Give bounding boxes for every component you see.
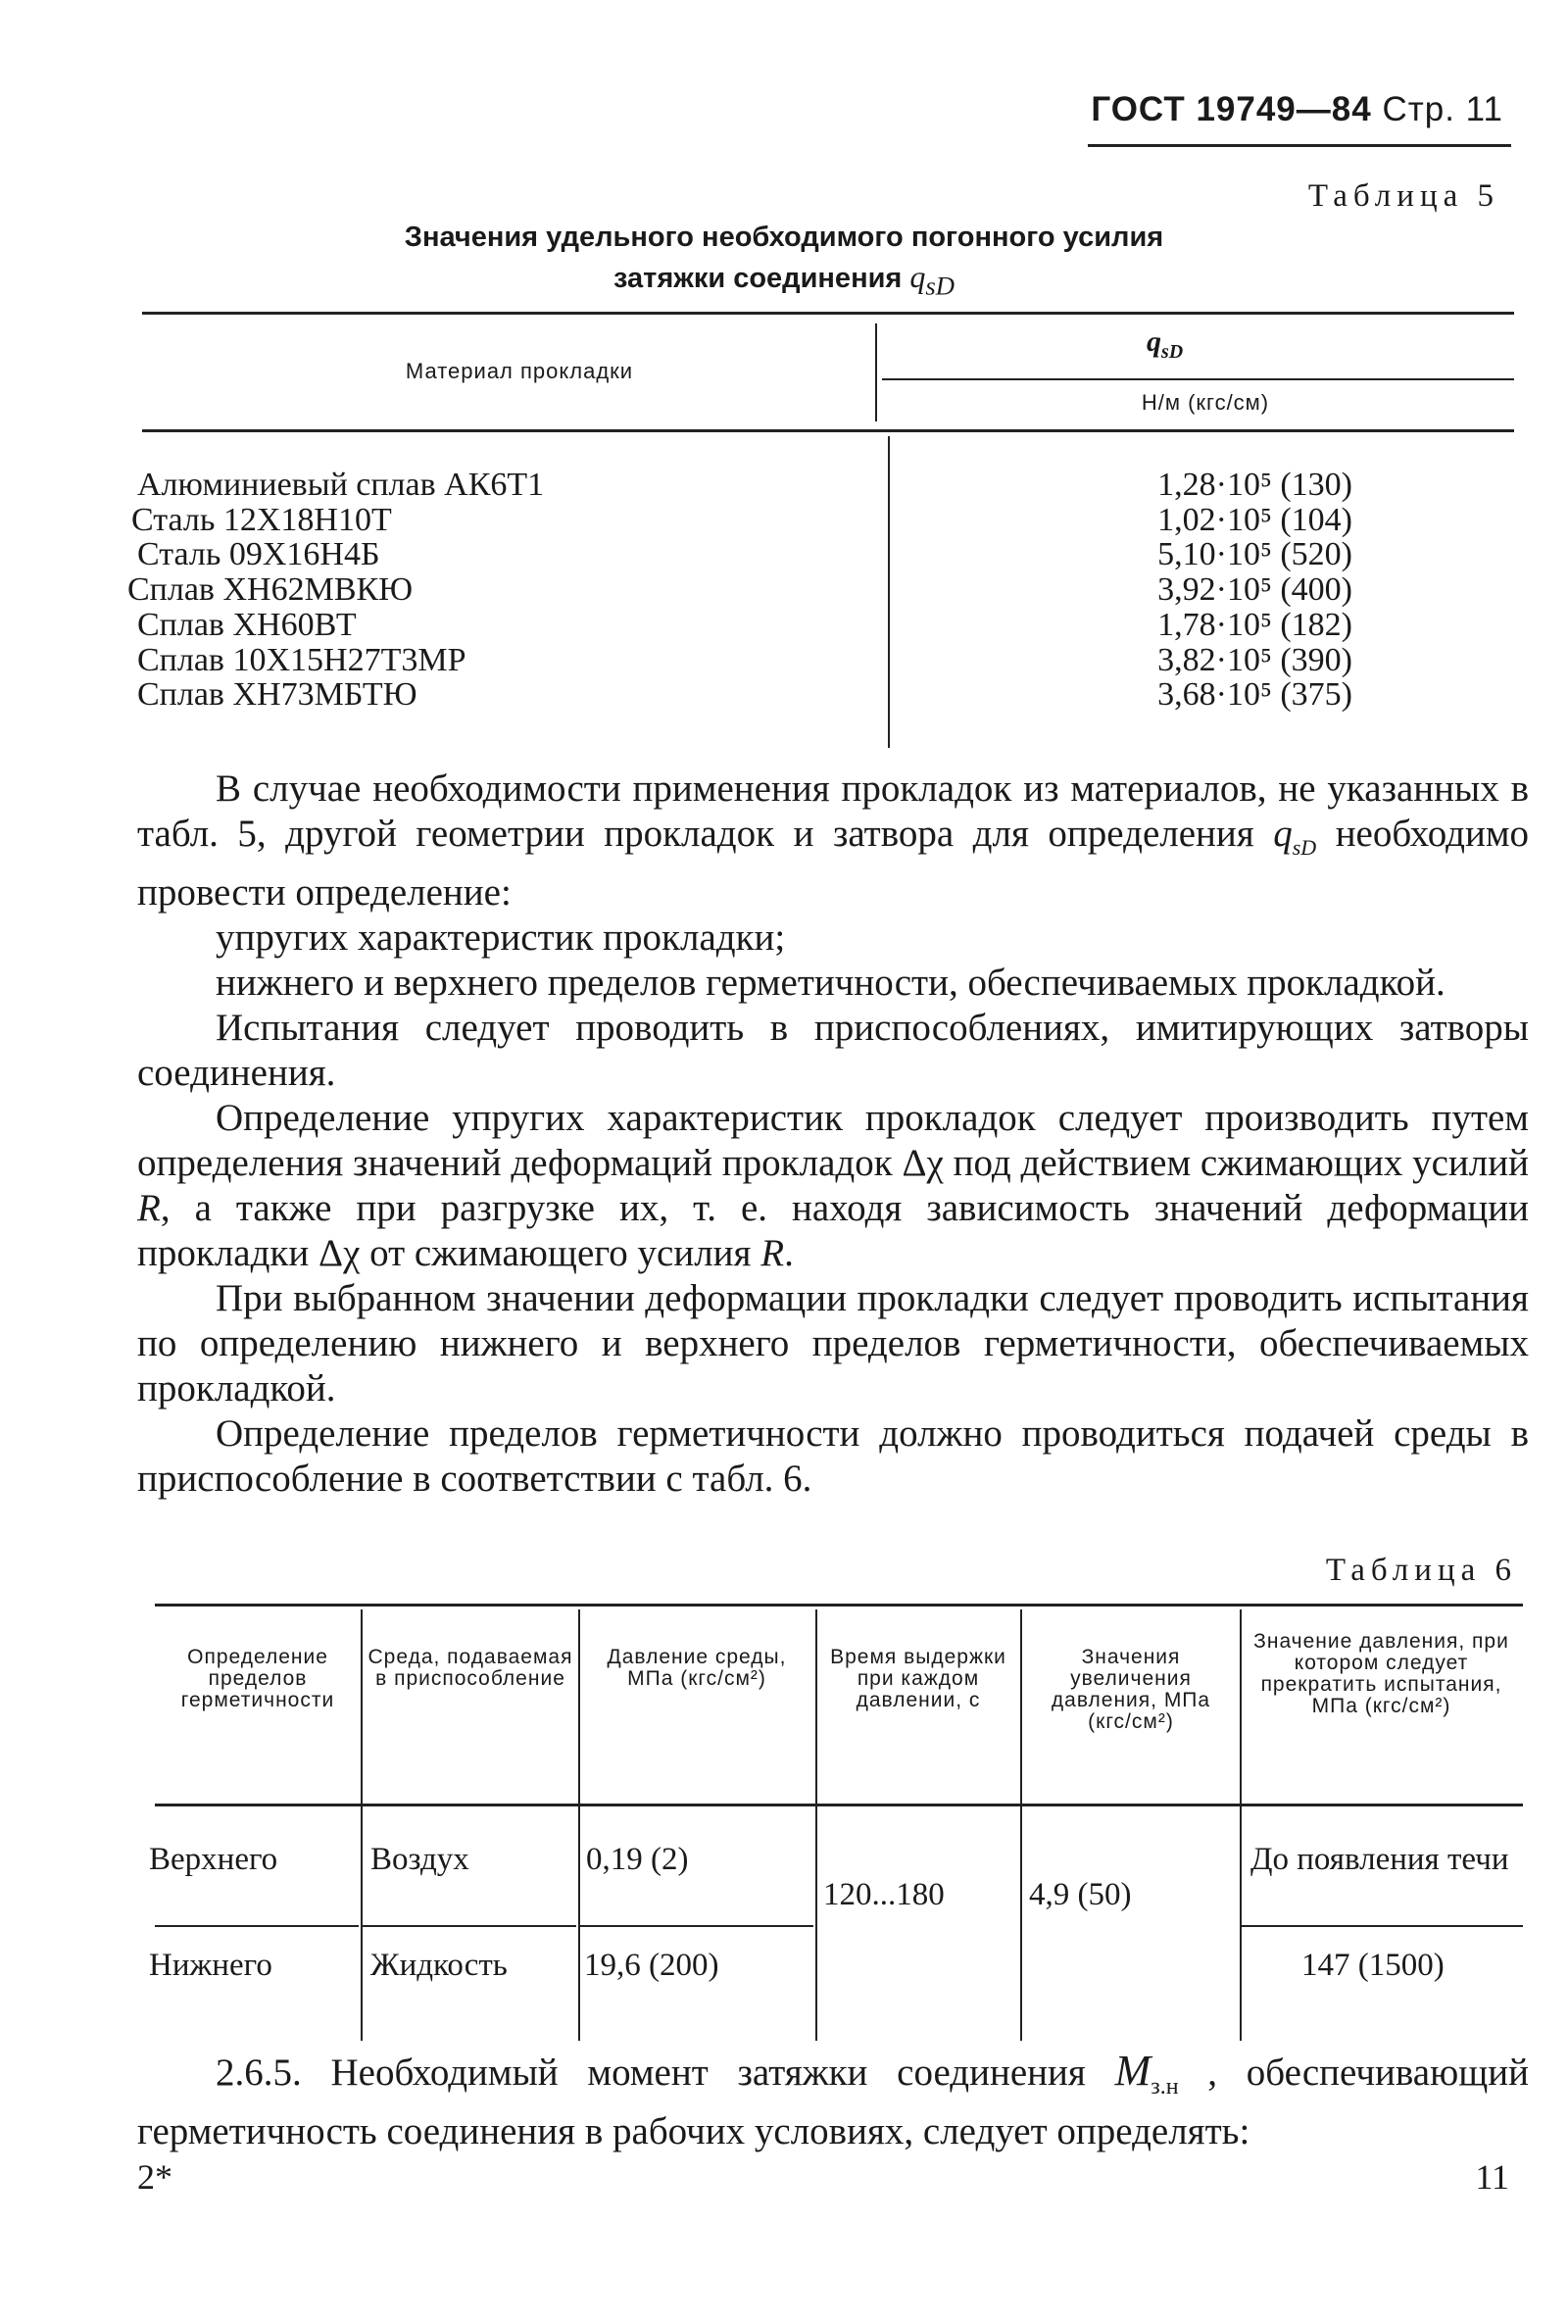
table5-title-symbol: $q_{sD}$	[909, 259, 956, 301]
table5-row-value: 1,02·10⁵ (104)	[1157, 501, 1352, 538]
table5-header-divider	[875, 323, 877, 421]
table6-col-divider	[578, 1609, 580, 2041]
table5-row-material: Сталь 12Х18Н10Т	[131, 501, 392, 538]
table6-cell-medium: Воздух	[370, 1842, 469, 1877]
footer-page-number: 11	[1475, 2157, 1509, 2197]
table6-header-cell: Значения увеличения давления, МПа (кгс/см²)	[1051, 1646, 1211, 1733]
table6-cell-medium: Жидкость	[370, 1948, 508, 1983]
table5-values	[1029, 468, 1352, 713]
table5-header-bottom-rule	[142, 429, 1514, 432]
paragraph: Определение упругих характеристик прокладок следует производить путем определения значений деформаций прокладок Δχ под действием сжимающих усилий R, а также при разгрузке их, т. е. находя зависимость значений деформации прокладки Δχ от сжимающего усилия R.	[137, 1096, 1529, 1274]
table6-cell-limit: Верхнего	[149, 1842, 278, 1877]
paragraph: нижнего и верхнего пределов герметичности, обеспечиваемых прокладкой.	[216, 961, 1446, 1004]
paragraph: упругих характеристик прокладки;	[216, 915, 786, 959]
table6-row-rule	[155, 1925, 359, 1927]
paragraph: Определение пределов герметичности должно проводиться подачей среды в приспособление в соответствии с табл. 6.	[137, 1411, 1529, 1500]
table6-cell-time: 120...180	[823, 1877, 945, 1912]
table6-cell-stop: 147 (1500)	[1301, 1948, 1445, 1983]
table6-row-rule	[363, 1925, 576, 1927]
table5-row-material: Алюминиевый сплав АК6Т1	[137, 467, 545, 503]
table5-col-material: Материал прокладки	[405, 359, 634, 383]
table5-row-material: Сплав ХН73МБТЮ	[137, 676, 417, 714]
footer-signature-mark: 2*	[137, 2157, 172, 2197]
table5-row-material: Сплав ХН62МВКЮ	[127, 571, 414, 609]
table6-cell-pressure: 19,6 (200)	[584, 1948, 719, 1983]
paragraph: При выбранном значении деформации прокладки следует проводить испытания по определению нижнего и верхнего пределов герметичности, обеспечиваемых прокладкой.	[137, 1276, 1529, 1409]
table5-title-line1: Значения удельного необходимого погонного усилия	[404, 222, 1164, 253]
table5-col-unit: Н/м (кгс/см)	[1141, 390, 1270, 415]
table6-row-rule	[1242, 1925, 1523, 1927]
header-rule	[1088, 144, 1511, 147]
table5-col-q: $q_{sD}$	[1147, 325, 1184, 363]
table6-row-rule	[580, 1925, 813, 1927]
table5-row-value: 3,92·10⁵ (400)	[1157, 571, 1352, 609]
table6-cell-increment: 4,9 (50)	[1029, 1877, 1132, 1912]
table5-row-material: Сплав ХН60ВТ	[137, 606, 357, 643]
page-number-label: Стр. 11	[1382, 90, 1503, 128]
table6-cell-stop: До появления течи	[1250, 1842, 1509, 1877]
table6-header-cell: Давление среды, МПа (кгс/см²)	[607, 1646, 787, 1690]
table5-materials	[127, 467, 823, 714]
paragraph: В случае необходимости применения прокладок из материалов, не указанных в табл. 5, другой геометрии прокладок и затвора для определения $q_{sD}$ необходимо провести определение:	[137, 767, 1530, 914]
table6-col-divider	[1020, 1609, 1022, 2041]
table5-row-material: Сплав 10Х15Н27Т3МР	[137, 641, 466, 678]
table6-cell-pressure: 0,19 (2)	[586, 1842, 689, 1877]
table6-col-divider	[1240, 1609, 1242, 2041]
table5-subheader-rule	[882, 378, 1514, 380]
table5-row-value: 1,28·10⁵ (130)	[1157, 467, 1352, 503]
table6-label: Таблица 6	[1325, 1553, 1517, 1588]
table6-cell-limit: Нижнего	[149, 1948, 272, 1983]
table5-row-value: 3,82·10⁵ (390)	[1157, 641, 1352, 678]
table5-label: Таблица 5	[1307, 178, 1499, 214]
table6-header-cell: Определение пределов герметичности	[180, 1646, 335, 1711]
table6-header-cell: Значение давления, при котором следует прекратить испытания, МПа (кгс/см²)	[1253, 1630, 1509, 1717]
table5-top-rule	[142, 312, 1514, 315]
table5-title-line2: затяжки соединения $q_{sD}$	[612, 259, 956, 301]
table6-col-divider	[815, 1609, 817, 2041]
table6-header-bottom-rule	[155, 1804, 1523, 1806]
table5-row-value: 3,68·10⁵ (375)	[1157, 676, 1352, 714]
body-text	[137, 766, 1529, 1502]
table6-top-rule	[155, 1604, 1523, 1607]
table5-body-divider	[888, 436, 890, 748]
table5-row-value: 5,10·10⁵ (520)	[1157, 536, 1352, 573]
table5-row-value: 1,78·10⁵ (182)	[1157, 606, 1352, 643]
table5-row-material: Сталь 09Х16Н4Б	[137, 536, 380, 573]
section-2-6-5: 2.6.5. Необходимый момент затяжки соединения $M_{з.н}$ , обеспечивающий герметичность соединения в рабочих условиях, следует определять:	[137, 2047, 1529, 2152]
table6-header-cell: Время выдержки при каждом давлении, с	[830, 1646, 1006, 1711]
table5-title	[294, 218, 1274, 305]
table6-header-cell: Среда, подаваемая в приспособление	[368, 1646, 573, 1690]
paragraph: Испытания следует проводить в приспособлениях, имитирующих затворы соединения.	[137, 1006, 1529, 1094]
page-header	[1091, 90, 1503, 129]
standard-number: ГОСТ 19749—84	[1091, 90, 1372, 128]
table6-col-divider	[361, 1609, 363, 2041]
